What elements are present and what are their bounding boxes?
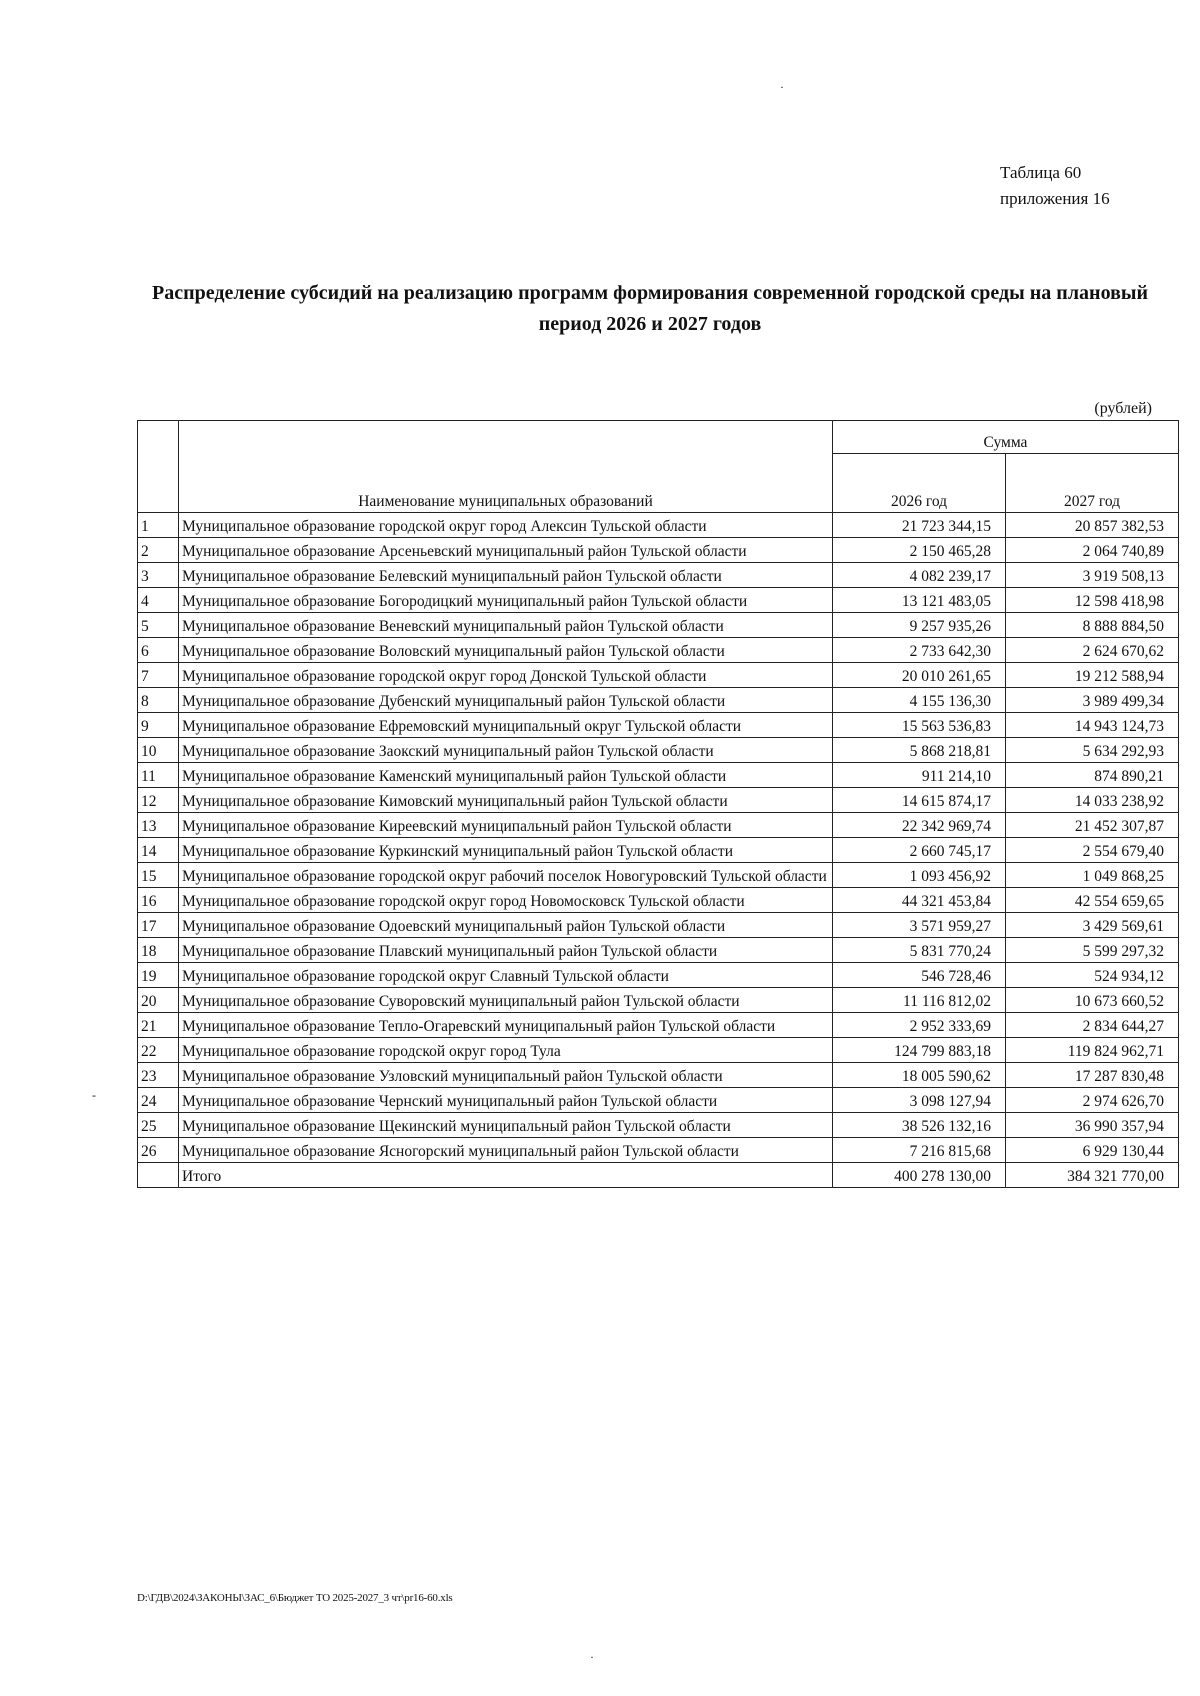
table-row xyxy=(138,1088,1179,1113)
amount-2027: 1 049 868,25 xyxy=(1006,863,1179,888)
municipality-name: Муниципальное образование Воловский муниципальный район Тульской области xyxy=(179,638,833,663)
municipality-name: Муниципальное образование Суворовский муниципальный район Тульской области xyxy=(179,988,833,1013)
row-number: 18 xyxy=(138,938,179,963)
amount-2026: 3 098 127,94 xyxy=(833,1088,1006,1113)
municipality-name: Муниципальное образование Киреевский муниципальный район Тульской области xyxy=(179,813,833,838)
amount-2026: 4 155 136,30 xyxy=(833,688,1006,713)
row-number: 25 xyxy=(138,1113,179,1138)
scan-dash: - xyxy=(92,1088,96,1102)
amount-2027: 119 824 962,71 xyxy=(1006,1038,1179,1063)
amount-2026: 44 321 453,84 xyxy=(833,888,1006,913)
total-label: Итого xyxy=(179,1163,833,1188)
municipality-name: Муниципальное образование Арсеньевский муниципальный район Тульской области xyxy=(179,538,833,563)
municipality-name: Муниципальное образование Чернский муниципальный район Тульской области xyxy=(179,1088,833,1113)
amount-2026: 2 150 465,28 xyxy=(833,538,1006,563)
amount-2027: 5 599 297,32 xyxy=(1006,938,1179,963)
amount-2027: 3 429 569,61 xyxy=(1006,913,1179,938)
header-sum: Сумма xyxy=(833,421,1179,454)
municipality-name: Муниципальное образование Ефремовский муниципальный округ Тульской области xyxy=(179,713,833,738)
amount-2027: 8 888 884,50 xyxy=(1006,613,1179,638)
row-number: 10 xyxy=(138,738,179,763)
row-number: 13 xyxy=(138,813,179,838)
amount-2026: 5 831 770,24 xyxy=(833,938,1006,963)
municipality-name: Муниципальное образование Заокский муниципальный район Тульской области xyxy=(179,738,833,763)
row-number: 12 xyxy=(138,788,179,813)
table-row xyxy=(138,1038,1179,1063)
municipality-name: Муниципальное образование Веневский муниципальный район Тульской области xyxy=(179,613,833,638)
amount-2027: 12 598 418,98 xyxy=(1006,588,1179,613)
table-row xyxy=(138,813,1179,838)
amount-2027: 20 857 382,53 xyxy=(1006,513,1179,538)
total-row xyxy=(138,1163,1179,1188)
amount-2026: 11 116 812,02 xyxy=(833,988,1006,1013)
amount-2027: 10 673 660,52 xyxy=(1006,988,1179,1013)
municipality-name: Муниципальное образование Куркинский муниципальный район Тульской области xyxy=(179,838,833,863)
table-row xyxy=(138,563,1179,588)
scan-speck: · xyxy=(590,1650,594,1664)
amount-2027: 524 934,12 xyxy=(1006,963,1179,988)
amount-2026: 7 216 815,68 xyxy=(833,1138,1006,1163)
table-row xyxy=(138,1113,1179,1138)
amount-2026: 13 121 483,05 xyxy=(833,588,1006,613)
amount-2026: 2 952 333,69 xyxy=(833,1013,1006,1038)
row-number: 20 xyxy=(138,988,179,1013)
table-row xyxy=(138,588,1179,613)
row-number: 24 xyxy=(138,1088,179,1113)
row-number: 17 xyxy=(138,913,179,938)
row-number: 7 xyxy=(138,663,179,688)
amount-2027: 2 624 670,62 xyxy=(1006,638,1179,663)
municipality-name: Муниципальное образование Богородицкий муниципальный район Тульской области xyxy=(179,588,833,613)
amount-2026: 38 526 132,16 xyxy=(833,1113,1006,1138)
municipality-name: Муниципальное образование городской округ город Донской Тульской области xyxy=(179,663,833,688)
table-row xyxy=(138,713,1179,738)
header-year-2026: 2026 год xyxy=(833,454,1006,513)
municipality-name: Муниципальное образование Ясногорский муниципальный район Тульской области xyxy=(179,1138,833,1163)
distribution-table xyxy=(137,420,1179,1188)
amount-2027: 21 452 307,87 xyxy=(1006,813,1179,838)
municipality-name: Муниципальное образование Каменский муниципальный район Тульской области xyxy=(179,763,833,788)
amount-2026: 2 733 642,30 xyxy=(833,638,1006,663)
row-number: 15 xyxy=(138,863,179,888)
municipality-name: Муниципальное образование Узловский муниципальный район Тульской области xyxy=(179,1063,833,1088)
table-row xyxy=(138,913,1179,938)
table-row xyxy=(138,763,1179,788)
amount-2027: 6 929 130,44 xyxy=(1006,1138,1179,1163)
row-number: 2 xyxy=(138,538,179,563)
scan-speck: · xyxy=(780,80,784,94)
row-number: 8 xyxy=(138,688,179,713)
municipality-name: Муниципальное образование городской округ город Тула xyxy=(179,1038,833,1063)
amount-2027: 5 634 292,93 xyxy=(1006,738,1179,763)
amount-2027: 42 554 659,65 xyxy=(1006,888,1179,913)
row-number: 26 xyxy=(138,1138,179,1163)
row-number: 3 xyxy=(138,563,179,588)
municipality-name: Муниципальное образование Плавский муниципальный район Тульской области xyxy=(179,938,833,963)
row-number: 9 xyxy=(138,713,179,738)
appendix-number: приложения 16 xyxy=(1000,189,1110,208)
table-row xyxy=(138,838,1179,863)
amount-2026: 15 563 536,83 xyxy=(833,713,1006,738)
header-number xyxy=(138,421,179,513)
municipality-name: Муниципальное образование Белевский муниципальный район Тульской области xyxy=(179,563,833,588)
amount-2026: 911 214,10 xyxy=(833,763,1006,788)
amount-2027: 14 033 238,92 xyxy=(1006,788,1179,813)
table-row xyxy=(138,638,1179,663)
amount-2026: 1 093 456,92 xyxy=(833,863,1006,888)
table-reference xyxy=(1000,160,1110,212)
table-row xyxy=(138,863,1179,888)
amount-2026: 5 868 218,81 xyxy=(833,738,1006,763)
municipality-name: Муниципальное образование городской округ город Новомосковск Тульской области xyxy=(179,888,833,913)
municipality-name: Муниципальное образование Кимовский муниципальный район Тульской области xyxy=(179,788,833,813)
row-number: 16 xyxy=(138,888,179,913)
table-row xyxy=(138,738,1179,763)
row-number: 14 xyxy=(138,838,179,863)
table-row xyxy=(138,938,1179,963)
row-number: 21 xyxy=(138,1013,179,1038)
amount-2026: 14 615 874,17 xyxy=(833,788,1006,813)
municipality-name: Муниципальное образование городской округ рабочий поселок Новогуровский Тульской области xyxy=(179,863,833,888)
amount-2026: 4 082 239,17 xyxy=(833,563,1006,588)
amount-2026: 546 728,46 xyxy=(833,963,1006,988)
row-number: 19 xyxy=(138,963,179,988)
table-row xyxy=(138,663,1179,688)
amount-2027: 17 287 830,48 xyxy=(1006,1063,1179,1088)
amount-2027: 3 989 499,34 xyxy=(1006,688,1179,713)
table-row xyxy=(138,963,1179,988)
row-number: 6 xyxy=(138,638,179,663)
amount-2026: 3 571 959,27 xyxy=(833,913,1006,938)
amount-2026: 21 723 344,15 xyxy=(833,513,1006,538)
table-number: Таблица 60 xyxy=(1000,163,1082,182)
table-row xyxy=(138,1063,1179,1088)
table-row xyxy=(138,888,1179,913)
total-2027: 384 321 770,00 xyxy=(1006,1163,1179,1188)
amount-2026: 18 005 590,62 xyxy=(833,1063,1006,1088)
amount-2027: 19 212 588,94 xyxy=(1006,663,1179,688)
amount-2027: 14 943 124,73 xyxy=(1006,713,1179,738)
file-path: D:\ГДВ\2024\ЗАКОНЫ\ЗАС_6\Бюджет ТО 2025-2027_3 чт\pr16-60.xls xyxy=(137,1592,453,1604)
table-row xyxy=(138,613,1179,638)
amount-2027: 2 064 740,89 xyxy=(1006,538,1179,563)
table-row xyxy=(138,788,1179,813)
total-2026: 400 278 130,00 xyxy=(833,1163,1006,1188)
header-name: Наименование муниципальных образований xyxy=(179,421,833,513)
total-number-cell xyxy=(138,1163,179,1188)
header-year-2027: 2027 год xyxy=(1006,454,1179,513)
municipality-name: Муниципальное образование городской округ Славный Тульской области xyxy=(179,963,833,988)
municipality-name: Муниципальное образование Тепло-Огаревский муниципальный район Тульской области xyxy=(179,1013,833,1038)
amount-2027: 874 890,21 xyxy=(1006,763,1179,788)
document-title: Распределение субсидий на реализацию программ формирования современной городской среды на плановый период 2026 и 2027 годов xyxy=(151,282,1149,335)
municipality-name: Муниципальное образование Дубенский муниципальный район Тульской области xyxy=(179,688,833,713)
row-number: 22 xyxy=(138,1038,179,1063)
amount-2027: 2 554 679,40 xyxy=(1006,838,1179,863)
amount-2026: 9 257 935,26 xyxy=(833,613,1006,638)
table-row xyxy=(138,513,1179,538)
table-row xyxy=(138,1013,1179,1038)
municipality-name: Муниципальное образование городской округ город Алексин Тульской области xyxy=(179,513,833,538)
amount-2027: 36 990 357,94 xyxy=(1006,1113,1179,1138)
table-row xyxy=(138,688,1179,713)
amount-2026: 22 342 969,74 xyxy=(833,813,1006,838)
municipality-name: Муниципальное образование Одоевский муниципальный район Тульской области xyxy=(179,913,833,938)
amount-2027: 2 974 626,70 xyxy=(1006,1088,1179,1113)
row-number: 5 xyxy=(138,613,179,638)
amount-2027: 3 919 508,13 xyxy=(1006,563,1179,588)
row-number: 1 xyxy=(138,513,179,538)
row-number: 23 xyxy=(138,1063,179,1088)
row-number: 4 xyxy=(138,588,179,613)
amount-2027: 2 834 644,27 xyxy=(1006,1013,1179,1038)
municipality-name: Муниципальное образование Щекинский муниципальный район Тульской области xyxy=(179,1113,833,1138)
amount-2026: 124 799 883,18 xyxy=(833,1038,1006,1063)
table-row xyxy=(138,538,1179,563)
unit-note: (рублей) xyxy=(1094,400,1152,417)
table-row xyxy=(138,1138,1179,1163)
amount-2026: 20 010 261,65 xyxy=(833,663,1006,688)
amount-2026: 2 660 745,17 xyxy=(833,838,1006,863)
row-number: 11 xyxy=(138,763,179,788)
table-row xyxy=(138,988,1179,1013)
